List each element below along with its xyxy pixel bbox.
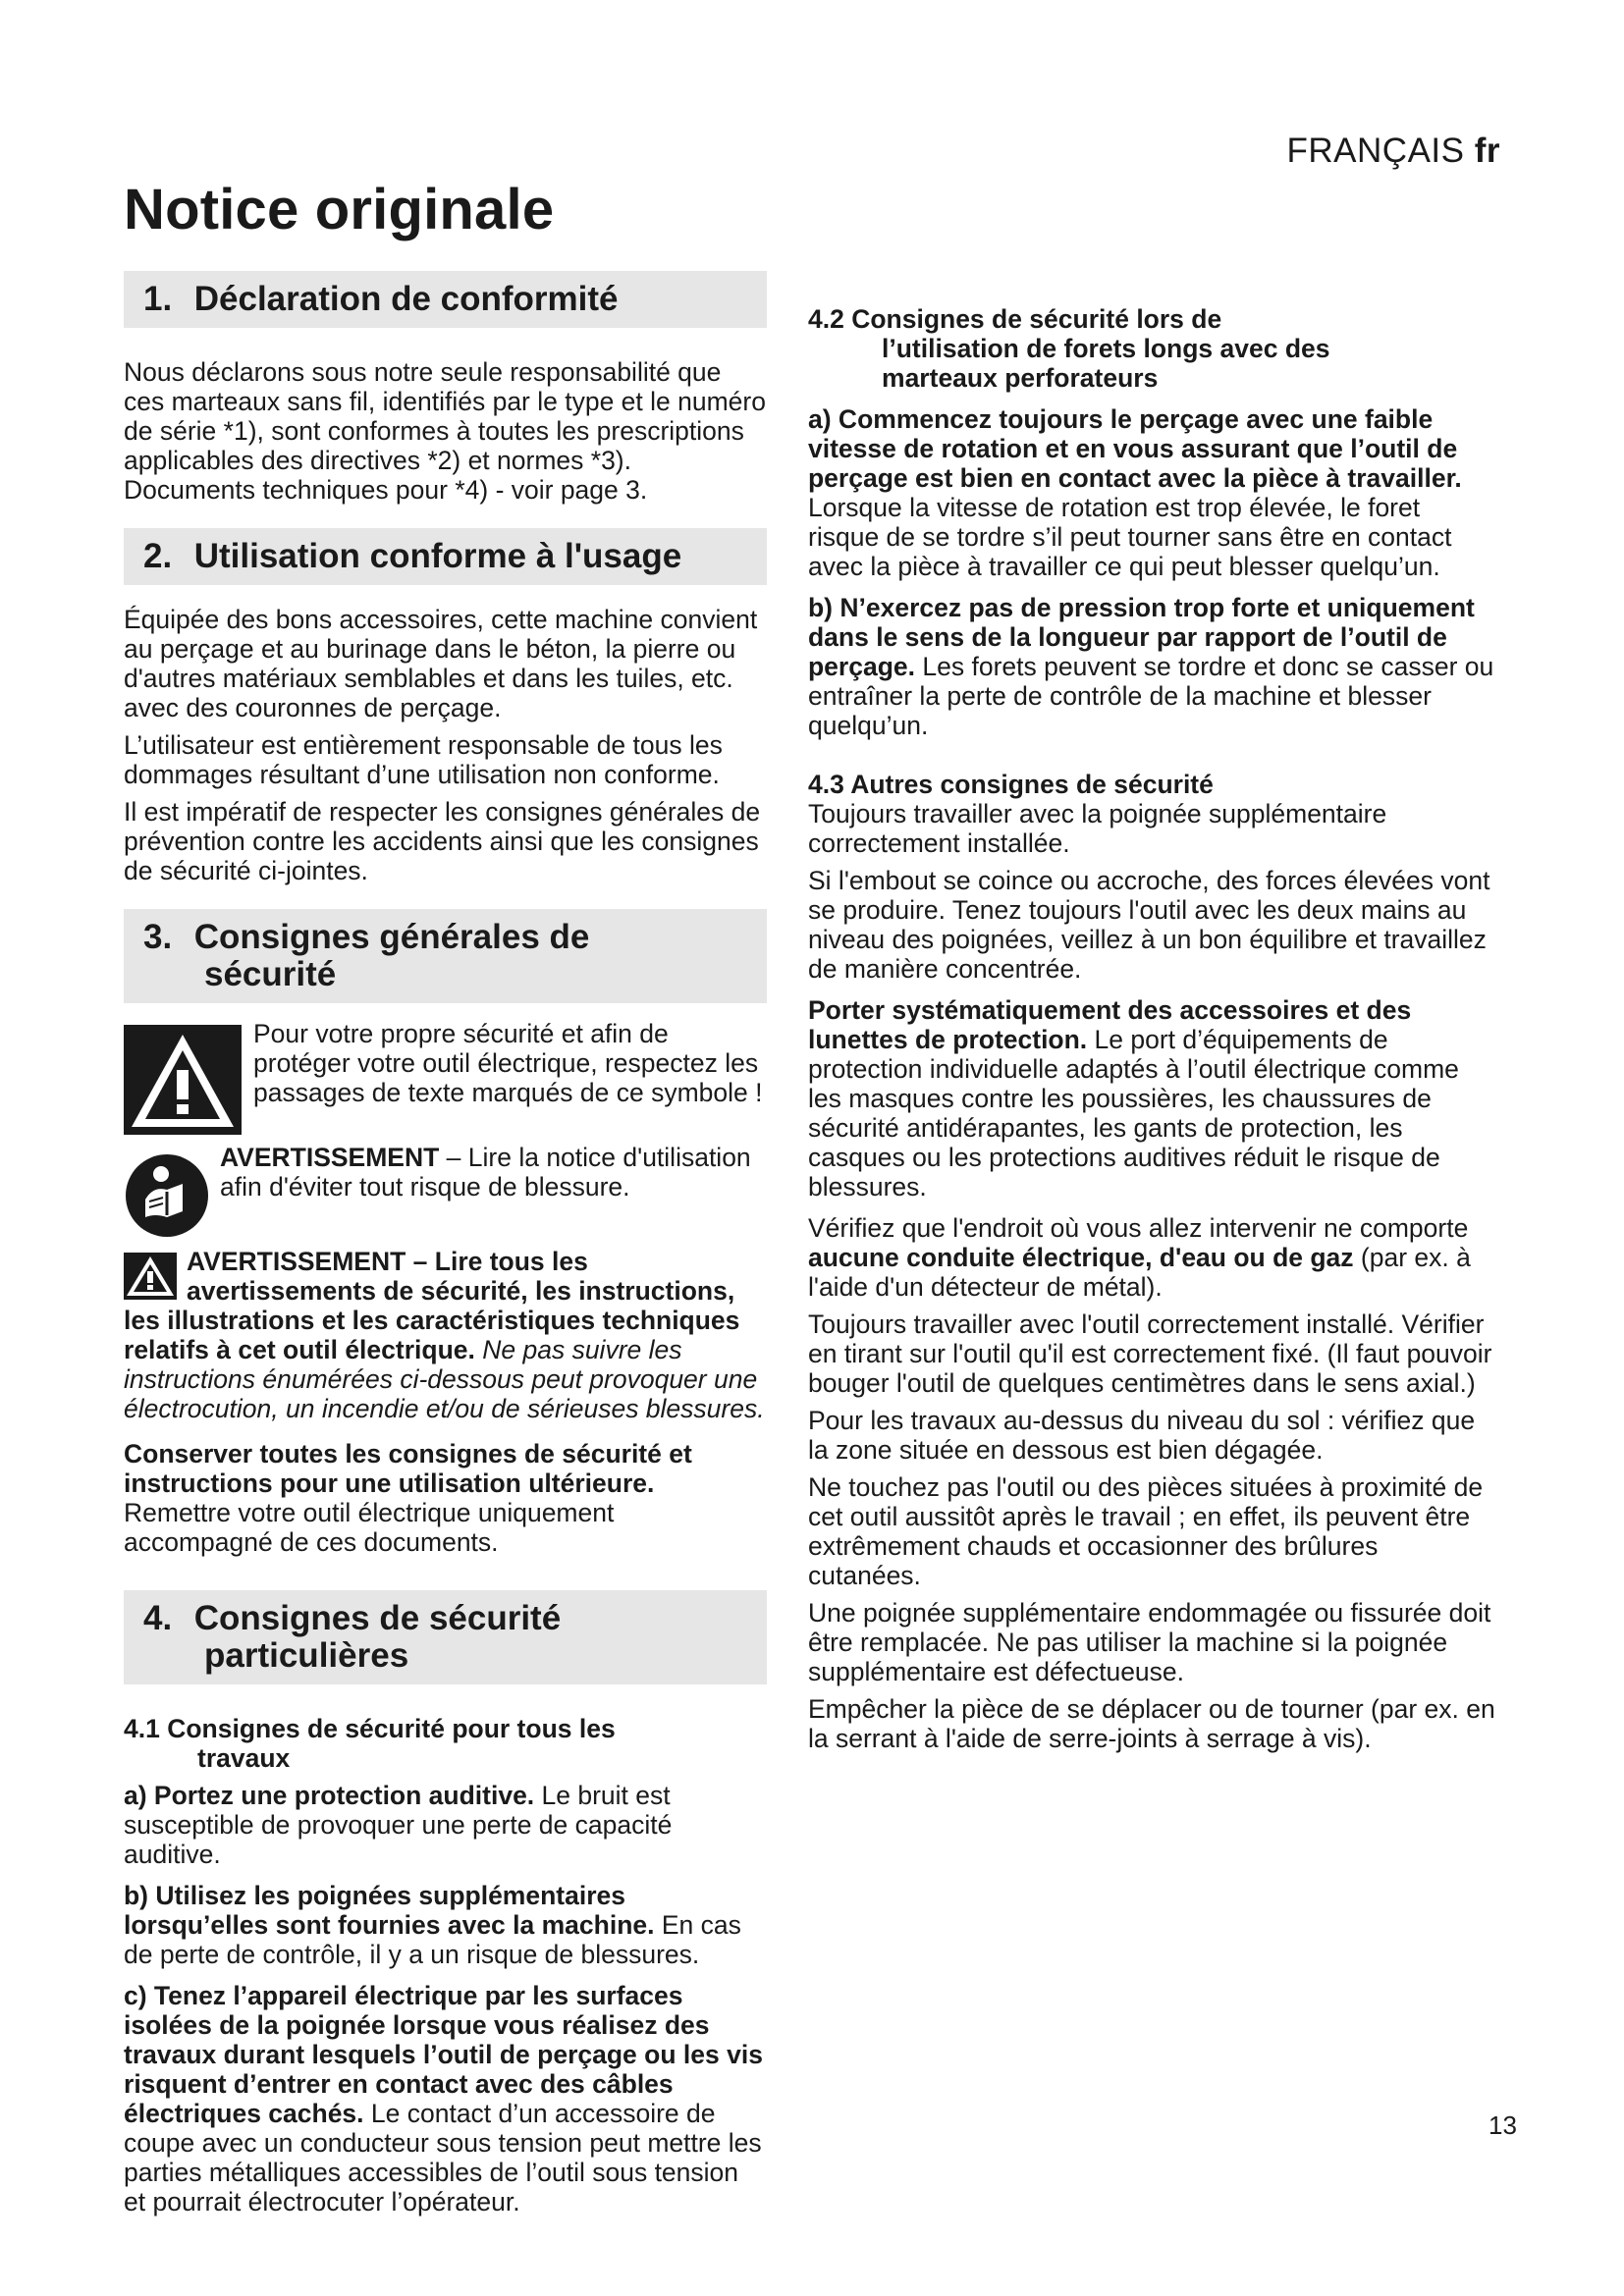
paragraph: Toujours travailler avec la poignée supplémentaire correctement installée. bbox=[808, 799, 1387, 858]
paragraph: Pour les travaux au-dessus du niveau du sol : vérifiez que la zone située en dessous est bien dégagée. bbox=[808, 1406, 1476, 1465]
read-manual-icon bbox=[124, 1152, 210, 1239]
warning-triangle-small-icon bbox=[124, 1253, 177, 1300]
instruction-b: b) Utilisez les poignées supplémentaires lorsqu’elles sont fournies avec la machine. En cas de perte de contrôle, il y a un risque de blessures. bbox=[124, 1881, 741, 1969]
keep-instructions-note: Conserver toutes les consignes de sécurité et instructions pour une utilisation ultérieure. Remettre votre outil électrique uniquement accompagné de ces documents. bbox=[124, 1439, 692, 1557]
symbol-note-text: Pour votre propre sécurité et afin de protéger votre outil électrique, respectez les passages de texte marqués de ce symbole ! bbox=[253, 1019, 763, 1107]
paragraph: Vérifiez que l'endroit où vous allez intervenir ne comporte aucune conduite électrique, d'eau ou de gaz (par ex. à l'aide d'un détecteur de métal). bbox=[808, 1213, 1471, 1302]
instruction-a: a) Portez une protection auditive. Le bruit est susceptible de provoquer une perte de capacité auditive. bbox=[124, 1781, 673, 1869]
paragraph: Si l'embout se coince ou accroche, des forces élevées vont se produire. Tenez toujours l'outil avec les deux mains au niveau des poignées, veillez à un bon équilibre et travaillez de manière concentrée. bbox=[808, 866, 1490, 984]
subsection-4-1-heading: 4.1 Consignes de sécurité pour tous les travaux bbox=[124, 1714, 616, 1773]
warning-text: – Lire la notice d'utilisation afin d'éviter tout risque de blessure. bbox=[220, 1143, 751, 1201]
section-1-heading: 1. Déclaration de conformité bbox=[124, 271, 767, 328]
right-column bbox=[808, 271, 1495, 1753]
section-3-heading: 3. Consignes générales de sécurité bbox=[124, 909, 767, 1003]
instruction-c: c) Tenez l’appareil électrique par les surfaces isolées de la poignée lorsque vous réalisez des travaux durant lesquels l’outil de perçage ou les vis risquent d’entrer en contact avec des câbles électriques cachés. Le contact d’un accessoire de coupe avec un conducteur sous tension peut mettre les parties métalliques accessibles de l’outil sous tension et pourrait électrocuter l’opérateur. bbox=[124, 1981, 763, 2216]
language-code: fr bbox=[1474, 132, 1500, 170]
warning-triangle-icon bbox=[124, 1025, 242, 1135]
section-2-paragraph: Équipée des bons accessoires, cette machine convient au perçage et au burinage dans le béton, la pierre ou d'autres matériaux semblables et dans les tuiles, etc. avec des couronnes de perçage. bbox=[124, 605, 758, 722]
paragraph: Une poignée supplémentaire endommagée ou fissurée doit être remplacée. Ne pas utiliser la machine si la poignée supplémentaire est défectueuse. bbox=[808, 1598, 1491, 1686]
section-1-text: Nous déclarons sous notre seule responsabilité que ces marteaux sans fil, identifiés par le type et le numéro de série *1), sont conformes à toutes les prescriptions applicables des directives *2) et normes *3). Documents techniques pour *4) - voir page 3. bbox=[124, 357, 766, 505]
section-2-heading: 2. Utilisation conforme à l'usage bbox=[124, 528, 767, 585]
paragraph: Ne touchez pas l'outil ou des pièces situées à proximité de cet outil aussitôt après le travail ; en effet, ils peuvent être extrêmement chauds et occasionner des brûlures cutanées. bbox=[808, 1472, 1484, 1590]
section-2-paragraph: Il est impératif de respecter les consignes générales de prévention contre les accidents ainsi que les consignes de sécurité ci-jointes. bbox=[124, 797, 761, 885]
section-4-heading: 4. Consignes de sécurité particulières bbox=[124, 1590, 767, 1684]
safety-symbol-note bbox=[124, 1019, 767, 1135]
paragraph: Toujours travailler avec l'outil correctement installé. Vérifier en tirant sur l'outil qu'il est correctement fixé. (Il faut pouvoir bouger l'outil de quelques centimètres dans le sens axial.) bbox=[808, 1309, 1492, 1398]
warning-all-instructions: AVERTISSEMENT – Lire tous les avertissements de sécurité, les instructions, les illustrations et les caractéristiques techniques relatifs à cet outil électrique. Ne pas suivre les instructions énumérées ci-dessous peut provoquer une électrocution, un incendie et/ou de sérieuses blessures. bbox=[124, 1247, 765, 1423]
section-2-paragraph: L’utilisateur est entièrement responsable de tous les dommages résultant d’une utilisation non conforme. bbox=[124, 730, 723, 789]
subsection-4-2-heading: 4.2 Consignes de sécurité lors de l’utilisation de forets longs avec des marteaux perforateurs bbox=[808, 304, 1330, 393]
subsection-4-3-heading: 4.3 Autres consignes de sécurité bbox=[808, 770, 1214, 799]
warning-label: AVERTISSEMENT bbox=[220, 1143, 440, 1172]
instruction-4-2-a: a) Commencez toujours le perçage avec une faible vitesse de rotation et en vous assurant que l’outil de perçage est bien en contact avec la pièce à travailler. Lorsque la vitesse de rotation est trop élevée, le foret risque de se tordre s’il peut tourner sans être en contact avec la pièce à travailler ce qui peut blesser quelqu’un. bbox=[808, 404, 1462, 581]
paragraph: Porter systématiquement des accessoires et des lunettes de protection. Le port d’équipements de protection individuelle adaptés à l’outil électrique comme les masques contre les poussières, les chaussures de sécurité antidérapantes, les gants de protection, les casques ou les protections auditives réduit le risque de blessures. bbox=[808, 995, 1459, 1201]
left-column bbox=[124, 271, 767, 2216]
paragraph: Empêcher la pièce de se déplacer ou de tourner (par ex. en la serrant à l'aide de serre-joints à serrage à vis). bbox=[808, 1694, 1495, 1753]
document-title: Notice originale bbox=[124, 178, 555, 241]
page-number: 13 bbox=[1489, 2110, 1517, 2140]
language-label: FRANÇAIS bbox=[1286, 132, 1465, 170]
instruction-4-2-b: b) N’exercez pas de pression trop forte et uniquement dans le sens de la longueur par rapport de l’outil de perçage. Les forets peuvent se tordre et donc se casser ou entraîner la perte de contrôle de la machine et blesser quelqu’un. bbox=[808, 593, 1494, 740]
page-header bbox=[1287, 132, 1500, 171]
read-manual-warning bbox=[124, 1143, 767, 1239]
